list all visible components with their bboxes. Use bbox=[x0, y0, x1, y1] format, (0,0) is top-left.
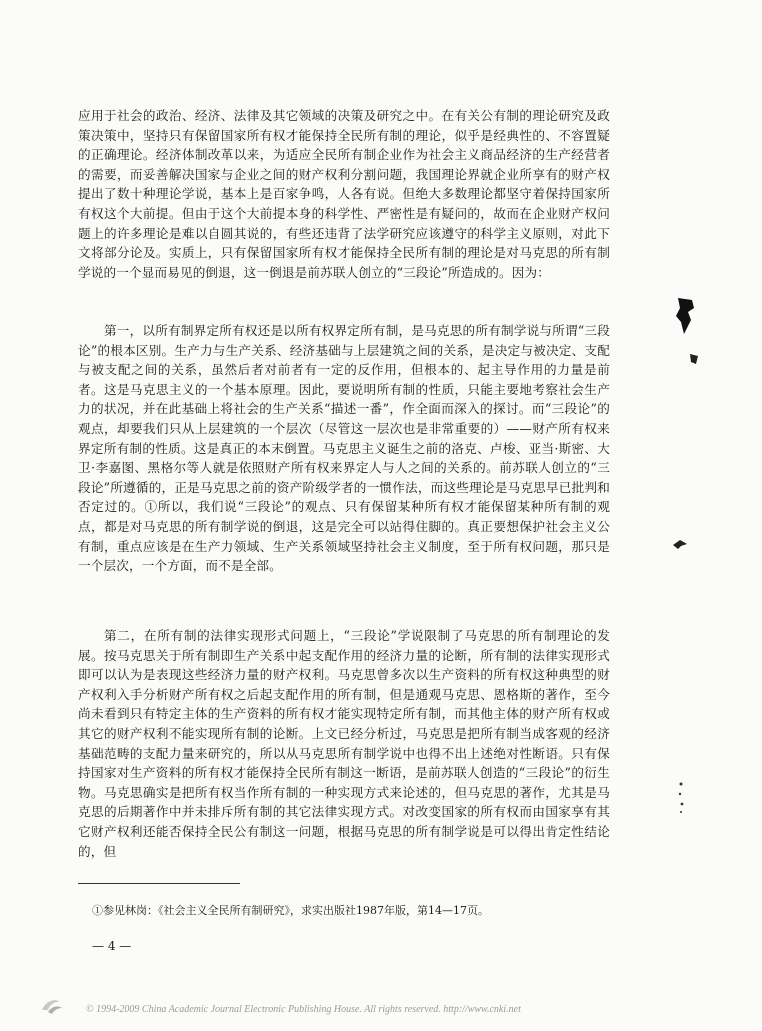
ink-speck-icon bbox=[676, 780, 686, 816]
ink-smudge-icon bbox=[672, 296, 698, 336]
footnote-divider bbox=[78, 883, 240, 884]
body-paragraph-3: 第二，在所有制的法律实现形式问题上，“三段论”学说限制了马克思的所有制理论的发展。按马克思关于所有制即生产关系中起支配作用的经济力量的论断，所有制的法律实现形式即可以认为是表现这些经济力量的财产权利。马克思曾多次以生产资料的所有权这种典型的财产权利入手分析财产所有权之后起支配作用的所有制，但是通观马克思、恩格斯的著作，至今尚未看到只有特定主体的生产资料的所有权才能实现特定所有制，而其他主体的财产所有权或其它的财产权利不能实现所有制的论断。上文已经分析过，马克思是把所有制当成客观的经济基础范畴的支配力量来研究的，所以从马克思所有制学说中也得不出上述绝对性断语。只有保持国家对生产资料的所有权才能保持全民所有制这一断语，是前苏联人创造的“三段论”的衍生物。马克思确实是把所有权当作所有制的一种实现方式来论述的，但马克思的著作，尤其是马克思的后期著作中并未排斥所有制的其它法律实现方式。对改变国家的所有权而由国家享有其它财产权利还能否保持全民公有制这一问题，根据马克思的所有制学说是可以得出肯定性结论的，但 bbox=[78, 628, 610, 859]
body-paragraph-1: 应用于社会的政治、经济、法律及其它领域的决策及研究之中。在有关公有制的理论研究及政策决策中，坚持只有保留国家所有权才能保持全民所有制的理论，似乎是经典性的、不容置疑的正确理论。经济体制改革以来，为适应全民所有制企业作为社会主义商品经济的生产经营者的需要，而妥善解决国家与企业之间的财产权利分割问题，我国理论界就企业所享有的财产权提出了数十种理论学说，基本上是百家争鸣，人各有说。但绝大多数理论都坚守着保持国家所有权这个大前提。但由于这个大前提本身的科学性、严密性是有疑问的，故而在企业财产权问题上的许多理论是难以自圆其说的，有些还违背了法学研究应该遵守的科学主义原则，对此下文将部分论及。实质上，只有保留国家所有权才能保持全民所有制的理论是对马克思的所有制学说的一个显而易见的倒退，这一倒退是前苏联人创立的“三段论”所造成的。因为： bbox=[78, 108, 610, 280]
ink-speck-icon bbox=[688, 352, 700, 366]
ink-speck-icon bbox=[672, 538, 688, 550]
page-number: — 4 — bbox=[92, 939, 132, 953]
copyright-notice: © 1994-2009 China Academic Journal Electronic Publishing House. All rights reserved. http://www.cnki.net bbox=[86, 1004, 521, 1015]
footnote: ①参见林岗：《社会主义全民所有制研究》，求实出版社1987年版，第14—17页。 bbox=[92, 904, 489, 917]
cnki-logo-icon bbox=[38, 996, 66, 1016]
body-paragraph-2: 第一，以所有制界定所有权还是以所有权界定所有制，是马克思的所有制学说与所谓“三段论”的根本区别。生产力与生产关系、经济基础与上层建筑之间的关系，是决定与被决定、支配与被支配之间的关系，虽然后者对前者有一定的反作用，但根本的、起主导作用的力量是前者。这是马克思主义的一个基本原理。因此，要说明所有制的性质，只能主要地考察社会生产力的状况，并在此基础上将社会的生产关系“描述一番”，作全面而深入的探讨。而“三段论”的观点，却要我们只从上层建筑的一个层次（尽管这一层次也是非常重要的）——财产所有权来界定所有制的性质。这是真正的本末倒置。马克思主义诞生之前的洛克、卢梭、亚当·斯密、大卫·李嘉图、黑格尔等人就是依照财产所有权来界定人与人之间的关系的。前苏联人创立的“三段论”所遵循的，正是马克思之前的资产阶级学者的一惯作法，而这些理论是马克思早已批判和否定过的。①所以，我们说“三段论”的观点、只有保留某种所有权才能保留某种所有制的观点，都是对马克思的所有制学说的倒退，这是完全可以站得住脚的。真正要想保护社会主义公有制，重点应该是在生产力领域、生产关系领域坚持社会主义制度，至于所有权问题，那只是一个层次，一个方面，而不是全部。 bbox=[78, 323, 610, 574]
